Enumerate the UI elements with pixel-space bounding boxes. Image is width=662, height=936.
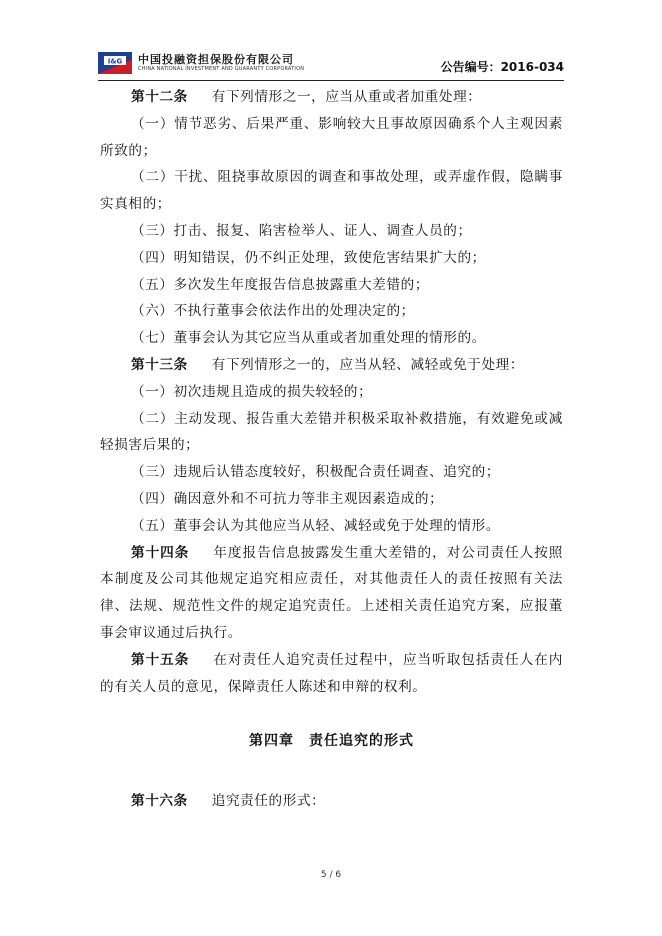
- article-text: 有下列情形之一，应当从重或者加重处理：: [211, 89, 482, 105]
- list-item: （七）董事会认为其它应当从重或者加重处理的情形的。: [131, 330, 486, 347]
- company-name-en: CHINA NATIONAL INVESTMENT AND GUARANTY CORPORATION: [138, 66, 305, 72]
- article-13: [100, 352, 563, 379]
- document-body: [100, 84, 563, 815]
- list-item: （四）确因意外和不可抗力等非主观因素造成的；: [131, 490, 444, 507]
- article-text: 有下列情形之一的，应当从轻、减轻或免于处理：: [211, 356, 525, 373]
- article-label: 第十六条: [131, 793, 188, 810]
- list-item: （一）初次违规且造成的损失较轻的；: [131, 383, 373, 400]
- page-header: [98, 46, 564, 81]
- article-label: 第十四条: [131, 544, 190, 561]
- list-item: （二）干扰、阻挠事故原因的调查和事故处理，或弄虚作假，隐瞒事实真相的；: [100, 169, 563, 213]
- article-text: 年度报告信息披露发生重大差错的，对公司责任人按照本制度及公司其他规定追究相应责任，对其他责任人的责任按照有关法律、法规、规范性文件的规定追究责任。上述相关责任追究方案，应报董事会审议通过后执行。: [100, 544, 563, 641]
- article-text: 在对责任人追究责任过程中，应当听取包括责任人在内的有关人员的意见，保障责任人陈述和申辩的权利。: [100, 651, 563, 695]
- list-item: （三）打击、报复、陷害检举人、证人、调查人员的；: [131, 222, 472, 239]
- article-12: [100, 84, 563, 111]
- chapter-title: 第四章 责任追究的形式: [249, 733, 414, 750]
- logo-text: I&G: [107, 57, 123, 66]
- article-15: [100, 647, 563, 701]
- article-14: [100, 540, 563, 647]
- company-logo-icon: [98, 52, 132, 74]
- list-item: （六）不执行董事会依法作出的处理决定的；: [131, 303, 415, 320]
- article-label: 第十五条: [131, 651, 190, 668]
- list-item: （一）情节恶劣、后果严重、影响较大且事故原因确系个人主观因素所致的；: [100, 115, 563, 159]
- list-item: （三）违规后认错态度较好，积极配合责任调查、追究的；: [131, 464, 501, 481]
- announcement-number: 公告编号：2016-034: [440, 60, 564, 74]
- article-label: 第十三条: [131, 356, 188, 373]
- list-item: （五）董事会认为其他应当从轻、减轻或免于处理的情形。: [131, 517, 501, 534]
- article-16: [100, 788, 563, 815]
- list-item: （四）明知错误，仍不纠正处理，致使危害结果扩大的；: [131, 249, 486, 266]
- article-text: 追究责任的形式：: [211, 793, 326, 810]
- list-item: （二）主动发现、报告重大差错并积极采取补救措施，有效避免或减轻损害后果的；: [100, 410, 563, 454]
- article-label: 第十二条: [131, 89, 188, 105]
- list-item: （五）多次发生年度报告信息披露重大差错的；: [131, 276, 430, 293]
- page-number: 5 / 6: [320, 870, 342, 880]
- company-name-cn: 中国投融资担保股份有限公司: [138, 53, 294, 66]
